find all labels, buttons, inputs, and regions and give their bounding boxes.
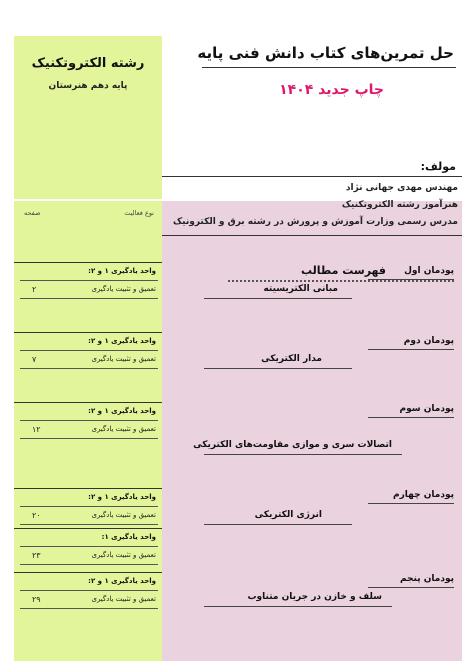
column-header-activity: نوع فعالیت [124, 209, 154, 217]
page-number: ۲ [32, 285, 37, 294]
row-divider [20, 280, 158, 281]
unit-label: واحد یادگیری ۱ و ۲: [88, 337, 156, 345]
module-name: پودمان دوم [403, 336, 454, 346]
module-name: پودمان چهارم [393, 490, 454, 500]
row-divider [20, 350, 158, 351]
module-underline [368, 417, 454, 418]
row-divider [20, 590, 158, 591]
author-divider [162, 176, 462, 177]
module-name: پودمان سوم [399, 404, 454, 414]
module-underline [368, 279, 454, 280]
row-divider [20, 608, 158, 609]
main-title: حل تمرین‌های کتاب دانش فنی پایه [197, 44, 454, 62]
activity-label: تعمیق و تثبیت یادگیری [91, 285, 156, 293]
activity-label: تعمیق و تثبیت یادگیری [91, 425, 156, 433]
field-block [14, 56, 162, 91]
module-topic: مدار الکتریکی [261, 354, 322, 364]
module-underline [368, 587, 454, 588]
field-subtitle: پایه دهم هنرستان [48, 81, 128, 91]
activity-group [14, 262, 162, 321]
page-number: ۲۳ [32, 551, 41, 560]
row-divider [20, 298, 158, 299]
topic-underline [204, 524, 352, 525]
row-divider [20, 420, 158, 421]
header-title-panel [162, 36, 462, 199]
row-divider [20, 368, 158, 369]
row-divider [20, 546, 158, 547]
module-name: پودمان پنجم [399, 574, 454, 584]
unit-label: واحد یادگیری ۱ و ۲: [88, 407, 156, 415]
page-number: ۲۹ [32, 595, 41, 604]
author-role: هنرآموز رشته الکتروتکنیک [341, 200, 458, 210]
module-topic: انرژی الکتریکی [254, 510, 322, 520]
activity-group [14, 528, 162, 569]
page-number: ۲۰ [32, 511, 41, 520]
unit-label: واحد یادگیری ۱ و ۲: [88, 493, 156, 501]
activity-label: تعمیق و تثبیت یادگیری [91, 355, 156, 363]
author-position: مدرس رسمی وزارت آموزش و پرورش در رشته برق و الکترونیک [172, 217, 458, 227]
page-number: ۱۲ [32, 425, 41, 434]
unit-label: واحد یادگیری ۱: [101, 533, 156, 541]
module-topic: سلف و خازن در جریان متناوب [247, 592, 382, 602]
header-bottom-divider [162, 235, 462, 236]
activity-group [14, 572, 162, 631]
module-underline [368, 349, 454, 350]
activity-label: تعمیق و تثبیت یادگیری [91, 595, 156, 603]
author-label: مولف: [420, 160, 456, 173]
page-number: ۷ [32, 355, 37, 364]
activity-label: تعمیق و تثبیت یادگیری [91, 551, 156, 559]
row-divider [20, 438, 158, 439]
title-underline [202, 67, 456, 68]
author-details [164, 180, 458, 231]
row-divider [20, 524, 158, 525]
print-edition: چاپ جدید ۱۴۰۴ [279, 82, 384, 98]
row-divider [20, 564, 158, 565]
toc-dotted-rule [228, 280, 454, 282]
unit-label: واحد یادگیری ۱ و ۲: [88, 267, 156, 275]
field-name: رشته الکتروتکنیک [31, 56, 145, 71]
module-topic: مبانی الکتریسیته [263, 284, 338, 294]
activity-group [14, 402, 162, 461]
activity-label: تعمیق و تثبیت یادگیری [91, 511, 156, 519]
module-underline [368, 503, 454, 504]
topic-underline [204, 606, 392, 607]
topic-underline [204, 454, 402, 455]
activity-group [14, 332, 162, 391]
module-name: پودمان اول [404, 266, 454, 276]
column-header-page: صفحه [24, 209, 41, 217]
module-topic: اتصالات سری و موازی مقاومت‌های الکتریکی [193, 440, 392, 450]
topic-underline [204, 298, 352, 299]
row-divider [20, 506, 158, 507]
author-name: مهندس مهدی جهانی نژاد [345, 183, 458, 193]
toc-title: فهرست مطالب [300, 264, 386, 277]
document-page [14, 36, 462, 661]
unit-label: واحد یادگیری ۱ و ۲: [88, 577, 156, 585]
topic-underline [204, 368, 352, 369]
header-field-panel [14, 36, 162, 199]
